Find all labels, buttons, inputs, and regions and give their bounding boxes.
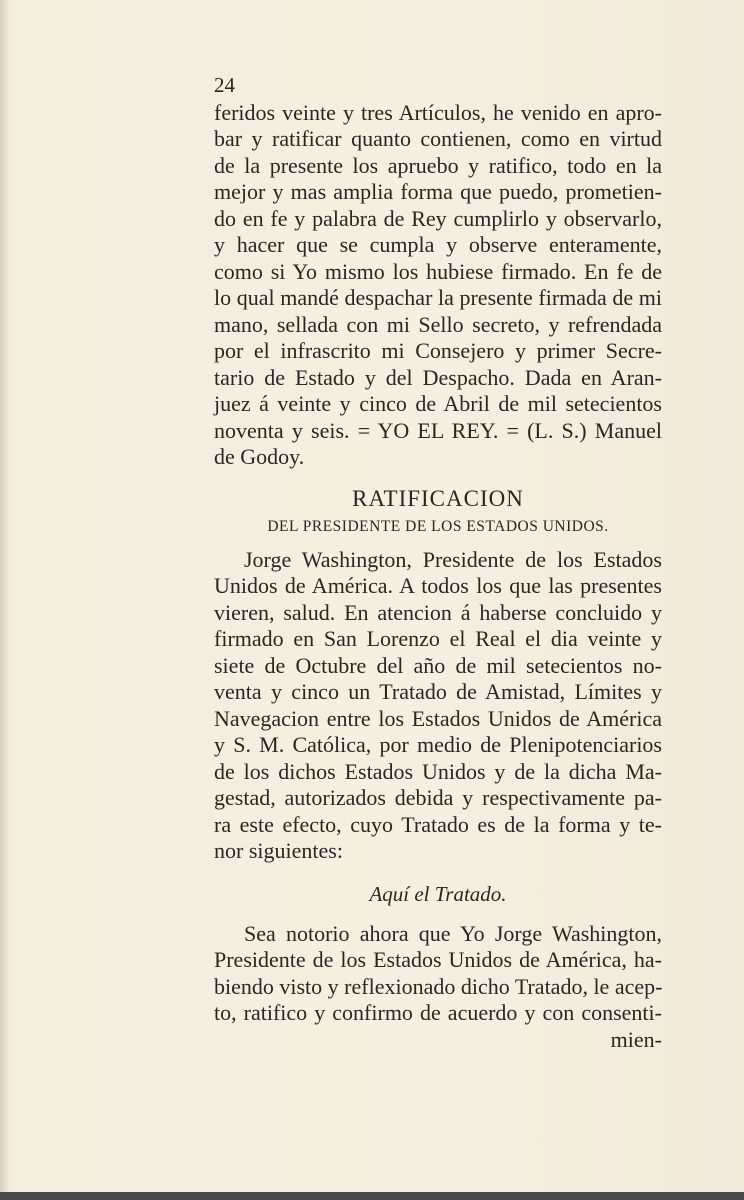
text-line: y S. M. Católica, por medio de Plenipotenciarios — [214, 732, 662, 757]
text-block — [214, 72, 662, 1053]
text-line: Unidos de América. A todos los que las presentes — [214, 573, 662, 598]
text-line: bar y ratificar quanto contienen, como en virtud — [214, 126, 662, 151]
page-edge-shadow — [0, 0, 8, 1200]
text-line: siete de Octubre del año de mil setecientos no- — [214, 652, 662, 678]
text-line: ra este efecto, cuyo Tratado es de la forma y te- — [214, 811, 662, 837]
text-line: lo qual mandé despachar la presente firmada de mi — [214, 285, 662, 310]
text-line: Presidente de los Estados Unidos de América, ha- — [214, 947, 662, 972]
text-line: nor siguientes: — [214, 838, 343, 863]
paragraph-confirmation — [214, 921, 662, 1054]
text-line: venta y cinco un Tratado de Amistad, Límites y — [214, 679, 662, 704]
text-line: mejor y mas amplia forma que puedo, prometien- — [214, 179, 662, 204]
text-line: firmado en San Lorenzo el Real el dia veinte y — [214, 626, 662, 651]
text-line: to, ratifico y confirmo de acuerdo y con consenti- — [214, 1000, 662, 1025]
paragraph-presidential-ratification — [214, 547, 662, 865]
text-line: Navegacion entre los Estados Unidos de América — [214, 705, 662, 731]
text-line: tario de Estado y del Despacho. Dada en Aran- — [214, 364, 662, 390]
text-line: biendo visto y reflexionado dicho Tratado, le acep- — [214, 973, 663, 999]
text-line: como si Yo mismo los hubiese firmado. En fe de — [214, 258, 662, 284]
text-line: de Godoy. — [214, 444, 305, 469]
text-line: por el infrascrito mi Consejero y primer Secre- — [214, 338, 662, 363]
text-line: Jorge Washington, Presidente de los Estados — [244, 546, 662, 572]
text-line: de los dichos Estados Unidos y de la dicha Ma- — [214, 758, 662, 784]
text-line: feridos veinte y tres Artículos, he venido en apro- — [214, 99, 662, 125]
text-line: do en fe y palabra de Rey cumplirlo y observarlo, — [214, 205, 662, 231]
text-line: y hacer que se cumpla y observe enteramente, — [214, 232, 662, 257]
text-line: Sea notorio ahora que Yo Jorge Washington, — [244, 920, 662, 946]
text-line: mano, sellada con mi Sello secreto, y refrendada — [214, 311, 662, 337]
section-subheading: DEL PRESIDENTE DE LOS ESTADOS UNIDOS. — [267, 517, 609, 535]
text-line: vieren, salud. En atencion á haberse concluido y — [214, 599, 662, 625]
paragraph-royal-ratification — [214, 100, 662, 471]
catchword: mien- — [610, 1026, 662, 1052]
text-line: juez á veinte y cinco de Abril de mil setecientos — [214, 391, 662, 416]
text-line: gestad, autorizados debida y respectivamente pa- — [214, 785, 662, 810]
scan-bottom-border — [0, 1192, 744, 1200]
treaty-caption: Aquí el Tratado. — [369, 881, 507, 906]
page-number: 24 — [214, 73, 235, 97]
text-line: noventa y seis. = YO EL REY. = (L. S.) Manuel — [214, 417, 662, 443]
text-line: de la presente los apruebo y ratifico, todo en la — [214, 152, 662, 178]
section-heading: RATIFICACION — [352, 485, 524, 511]
